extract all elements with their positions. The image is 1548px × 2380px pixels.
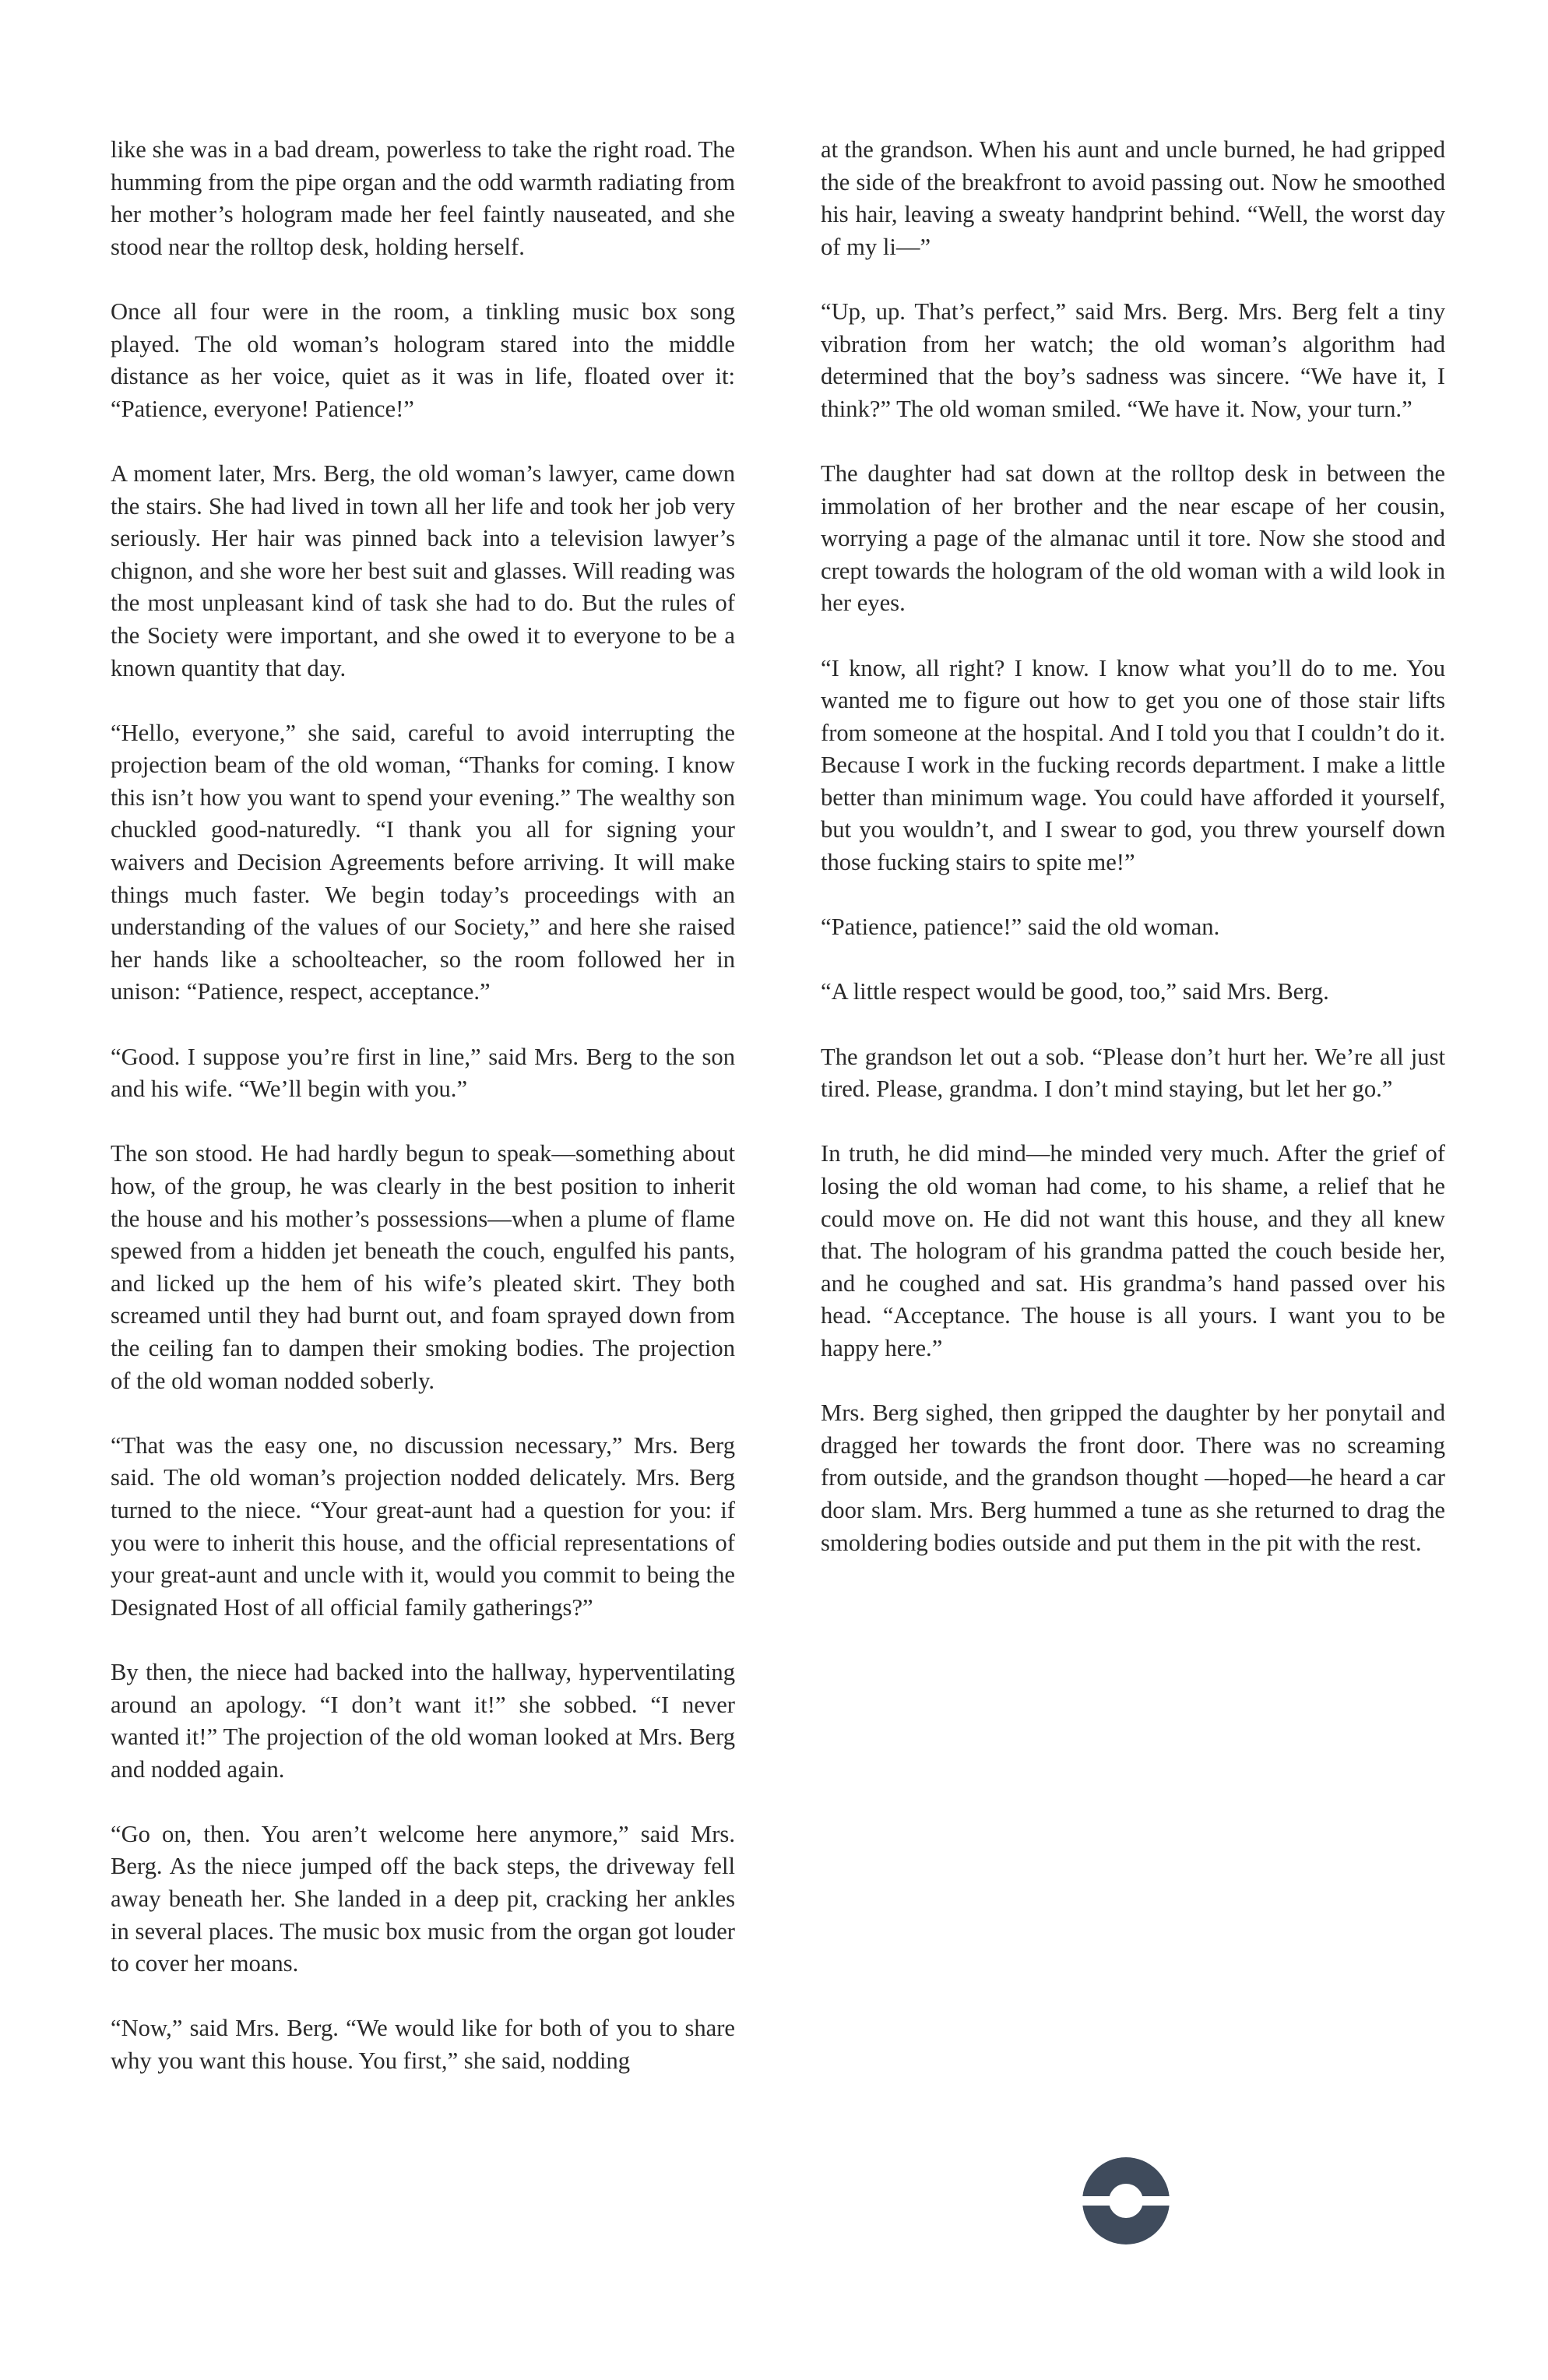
paragraph: By then, the niece had backed into the hallway, hyperventilating around an apology. “I don’t want it!” she sobbed. “I never wanted it!” The projection of the old woman looked at Mrs. Berg and nodded again.	[111, 1658, 735, 1783]
paragraph: In truth, he did mind—he minded very much. After the grief of losing the old woman had come, to his shame, a relief that he could move on. He did not want this house, and they all knew that. The hologram of his grandma patted the couch beside her, and he coughed and sat. His grandma’s hand passed over his head. “Acceptance. The house is all yours. I want you to be happy here.”	[821, 1140, 1445, 1361]
paragraph: “Patience, patience!” said the old woman.	[821, 914, 1220, 941]
paragraph: at the grandson. When his aunt and uncle burned, he had gripped the side of the breakfront to avoid passing out. Now he smoothed his hair, leaving a sweaty handprint behind. “Well, the worst day of my li—”	[821, 136, 1445, 260]
paragraph: “A little respect would be good, too,” said Mrs. Berg.	[821, 978, 1329, 1005]
right-column	[821, 134, 1445, 1559]
paragraph: “Up, up. That’s perfect,” said Mrs. Berg. Mrs. Berg felt a tiny vibration from her watch; the old woman’s algorithm had determined that the boy’s sadness was sincere. “We have it, I think?” The old woman smiled. “We have it. Now, your turn.”	[821, 298, 1445, 422]
paragraph: “Good. I suppose you’re first in line,” said Mrs. Berg to the son and his wife. “We’ll begin with you.”	[111, 1043, 735, 1103]
paragraph: “Go on, then. You aren’t welcome here anymore,” said Mrs. Berg. As the niece jumped off the back steps, the driveway fell away beneath her. She landed in a deep pit, cracking her ankles in several places. The music box music from the organ got louder to cover her moans.	[111, 1820, 735, 1977]
paragraph: “I know, all right? I know. I know what you’ll do to me. You wanted me to figure out how to get you one of those stair lifts from someone at the hospital. And I told you that I couldn’t do it. Because I work in the fucking records department. I make a little better than minimum wage. You could have afforded it yourself, but you wouldn’t, and I swear to god, you threw yourself down those fucking stairs to spite me!”	[821, 654, 1445, 876]
paragraph: The son stood. He had hardly begun to speak—something about how, of the group, he was clearly in the best position to inherit the house and his mother’s possessions—when a plume of flame spewed from a hidden jet beneath the couch, engulfed his pants, and licked up the hem of his wife’s pleated skirt. They both screamed until they had burnt out, and foam sprayed down from the ceiling fan to dampen their smoking bodies. The projection of the old woman nodded soberly.	[111, 1140, 735, 1394]
paragraph: “That was the easy one, no discussion necessary,” Mrs. Berg said. The old woman’s projection nodded delicately. Mrs. Berg turned to the niece. “Your great-aunt had a question for you: if you were to inherit this house, and the official representations of your great-aunt and uncle with it, would you commit to being the Designated Host of all official family gatherings?”	[111, 1431, 735, 1621]
paragraph: The daughter had sat down at the rolltop desk in between the immolation of her brother and the near escape of her cousin, worrying a page of the almanac until it tore. Now she stood and crept towards the hologram of the old woman with a wild look in her eyes.	[821, 459, 1445, 617]
paragraph: “Now,” said Mrs. Berg. “We would like for both of you to share why you want this house. You first,” she said, nodding	[111, 2015, 735, 2075]
paragraph: like she was in a bad dream, powerless to take the right road. The humming from the pipe organ and the odd warmth radiating from her mother’s hologram made her feel faintly nauseated, and she stood near the rolltop desk, holding herself.	[111, 136, 735, 260]
paragraph: The grandson let out a sob. “Please don’t hurt her. We’re all just tired. Please, grandma. I don’t mind staying, but let her go.”	[821, 1043, 1445, 1103]
paragraph: “Hello, everyone,” she said, careful to avoid interrupting the projection beam of the old woman, “Thanks for coming. I know this isn’t how you want to spend your evening.” The wealthy son chuckled good-naturedly. “I thank you all for signing your waivers and Decision Agreements before arriving. It will make things much faster. We begin today’s proceedings with an understanding of the values of our Society,” and here she raised her hands like a schoolteacher, so the room followed her in unison: “Patience, respect, acceptance.”	[111, 719, 735, 1005]
paragraph: A moment later, Mrs. Berg, the old woman’s lawyer, came down the stairs. She had lived in town all her life and took her job very seriously. Her hair was pinned back into a television lawyer’s chignon, and she wore her best suit and glasses. Will reading was the most unpleasant kind of task she had to do. But the rules of the Society were important, and she owed it to everyone to be a known quantity that day.	[111, 459, 735, 681]
paragraph: Mrs. Berg sighed, then gripped the daughter by her ponytail and dragged her towards the front door. There was no screaming from outside, and the grandson thought —hoped—he heard a car door slam. Mrs. Berg hummed a tune as she returned to drag the smoldering bodies outside and put them in the pit with the rest.	[821, 1399, 1445, 1556]
paragraph: Once all four were in the room, a tinkling music box song played. The old woman’s hologram stared into the middle distance as her voice, quiet as it was in life, floated over it: “Patience, everyone! Patience!”	[111, 298, 735, 422]
split-circle-logo-icon	[1082, 2157, 1170, 2244]
left-column	[111, 134, 735, 2078]
